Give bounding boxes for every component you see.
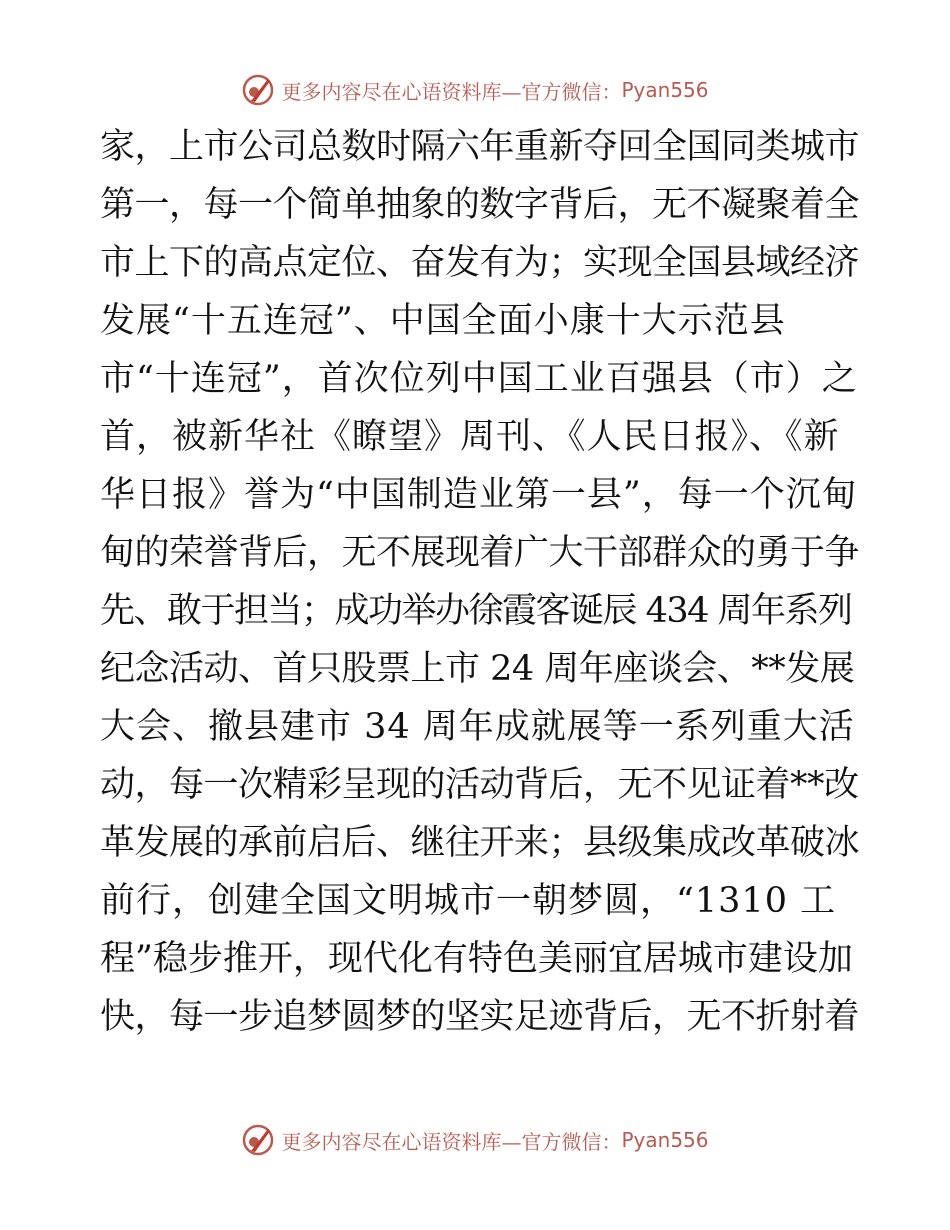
document-body <box>100 118 860 1046</box>
footer-wechat-id: Pyan556 <box>621 1128 709 1152</box>
body-line: 市上下的高点定位、奋发有为；实现全国县域经济 <box>100 243 860 283</box>
header-banner <box>0 70 950 110</box>
body-line: 纪念活动、首只股票上市 24 周年座谈会、**发展 <box>100 649 855 689</box>
body-line: 前行，创建全国文明城市一朝梦圆，“1310 工 <box>100 881 837 921</box>
footer-banner <box>0 1120 950 1160</box>
body-line: 第一，每一个简单抽象的数字背后，无不凝聚着全 <box>100 185 860 225</box>
body-line: 家，上市公司总数时隔六年重新夺回全国同类城市 <box>100 127 860 167</box>
body-line: 大会、撤县建市 34 周年成就展等一系列重大活 <box>100 707 855 747</box>
header-banner-text: 更多内容尽在心语资料库—官方微信： <box>281 79 622 104</box>
body-line: 甸的荣誉背后，无不展现着广大干部群众的勇于争 <box>100 533 860 573</box>
red-quill-logo-icon <box>241 1123 275 1157</box>
body-line: 发展“十五连冠”、中国全面小康十大示范县 <box>100 301 786 341</box>
body-line: 快，每一步追梦圆梦的坚实足迹背后，无不折射着 <box>100 997 860 1037</box>
body-line: 市“十连冠”，首次位列中国工业百强县（市）之 <box>100 359 858 399</box>
body-line: 华日报》誉为“中国制造业第一县”，每一个沉甸 <box>100 475 858 515</box>
body-line: 程”稳步推开，现代化有特色美丽宜居城市建设加 <box>100 939 853 979</box>
body-line: 首，被新华社《瞭望》周刊、《人民日报》、《新 <box>100 417 840 457</box>
body-line: 革发展的承前启后、继往开来；县级集成改革破冰 <box>100 823 860 863</box>
body-line: 先、敢于担当；成功举办徐霞客诞辰 434 周年系列 <box>100 591 852 631</box>
body-line: 动，每一次精彩呈现的活动背后，无不见证着**改 <box>100 765 859 805</box>
footer-banner-text: 更多内容尽在心语资料库—官方微信： <box>281 1129 622 1154</box>
red-quill-logo-icon <box>241 73 275 107</box>
header-wechat-id: Pyan556 <box>621 78 709 102</box>
